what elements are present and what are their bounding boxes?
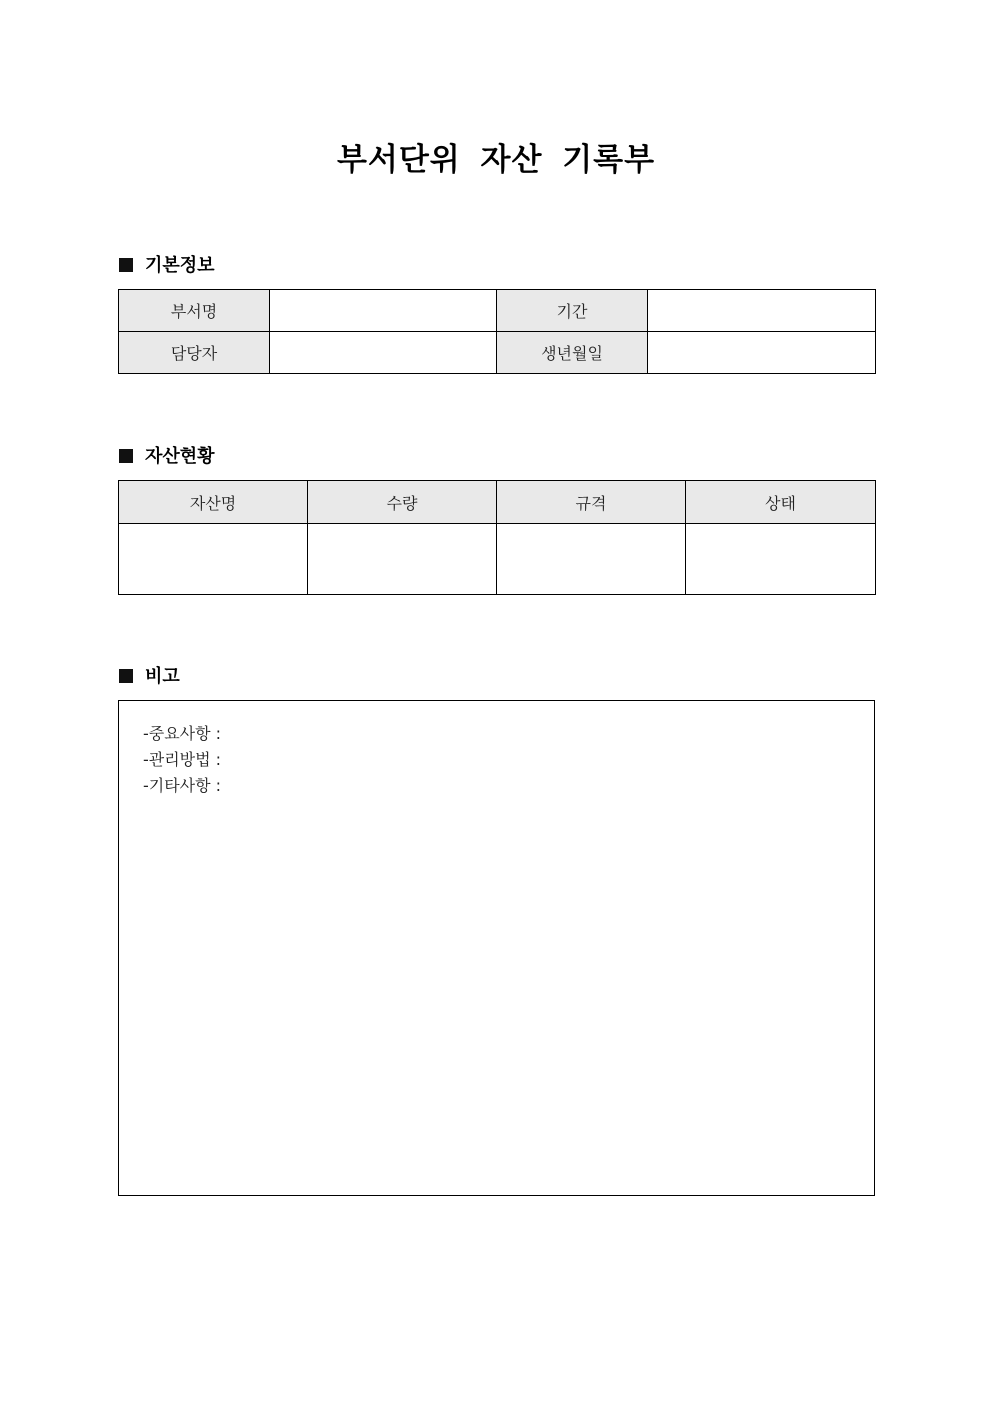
basic-info-table [118, 289, 876, 374]
status-cell[interactable] [686, 524, 876, 595]
asset-status-table [118, 480, 876, 595]
remarks-line-management: -관리방법 : [143, 750, 222, 769]
remarks-line-other: -기타사항 : [143, 776, 222, 795]
table-row [119, 290, 876, 332]
remarks-line-important: -중요사항 : [143, 724, 222, 743]
column-header-spec: 규격 [497, 481, 686, 524]
square-bullet-icon [119, 449, 133, 463]
remarks-lines [143, 721, 221, 799]
spec-cell[interactable] [497, 524, 686, 595]
column-header-status: 상태 [686, 481, 876, 524]
asset-name-cell[interactable] [119, 524, 308, 595]
section-basic-info-heading [119, 252, 215, 276]
square-bullet-icon [119, 258, 133, 272]
table-row [119, 524, 876, 595]
label-department: 부서명 [119, 290, 270, 332]
document-title: 부서단위 자산 기록부 [336, 142, 656, 178]
column-header-asset-name: 자산명 [119, 481, 308, 524]
section-basic-info-label: 기본정보 [145, 255, 215, 276]
period-field[interactable] [648, 290, 876, 332]
quantity-cell[interactable] [308, 524, 497, 595]
label-manager: 담당자 [119, 332, 270, 374]
remarks-box[interactable] [118, 700, 875, 1196]
section-asset-status-heading [119, 443, 215, 467]
table-header-row [119, 481, 876, 524]
manager-field[interactable] [270, 332, 497, 374]
section-remarks-label: 비고 [145, 666, 180, 687]
section-asset-status-label: 자산현황 [145, 446, 215, 467]
column-header-quantity: 수량 [308, 481, 497, 524]
label-birthdate: 생년월일 [497, 332, 648, 374]
birthdate-field[interactable] [648, 332, 876, 374]
label-period: 기간 [497, 290, 648, 332]
department-field[interactable] [270, 290, 497, 332]
section-remarks-heading [119, 663, 180, 687]
square-bullet-icon [119, 669, 133, 683]
table-row [119, 332, 876, 374]
